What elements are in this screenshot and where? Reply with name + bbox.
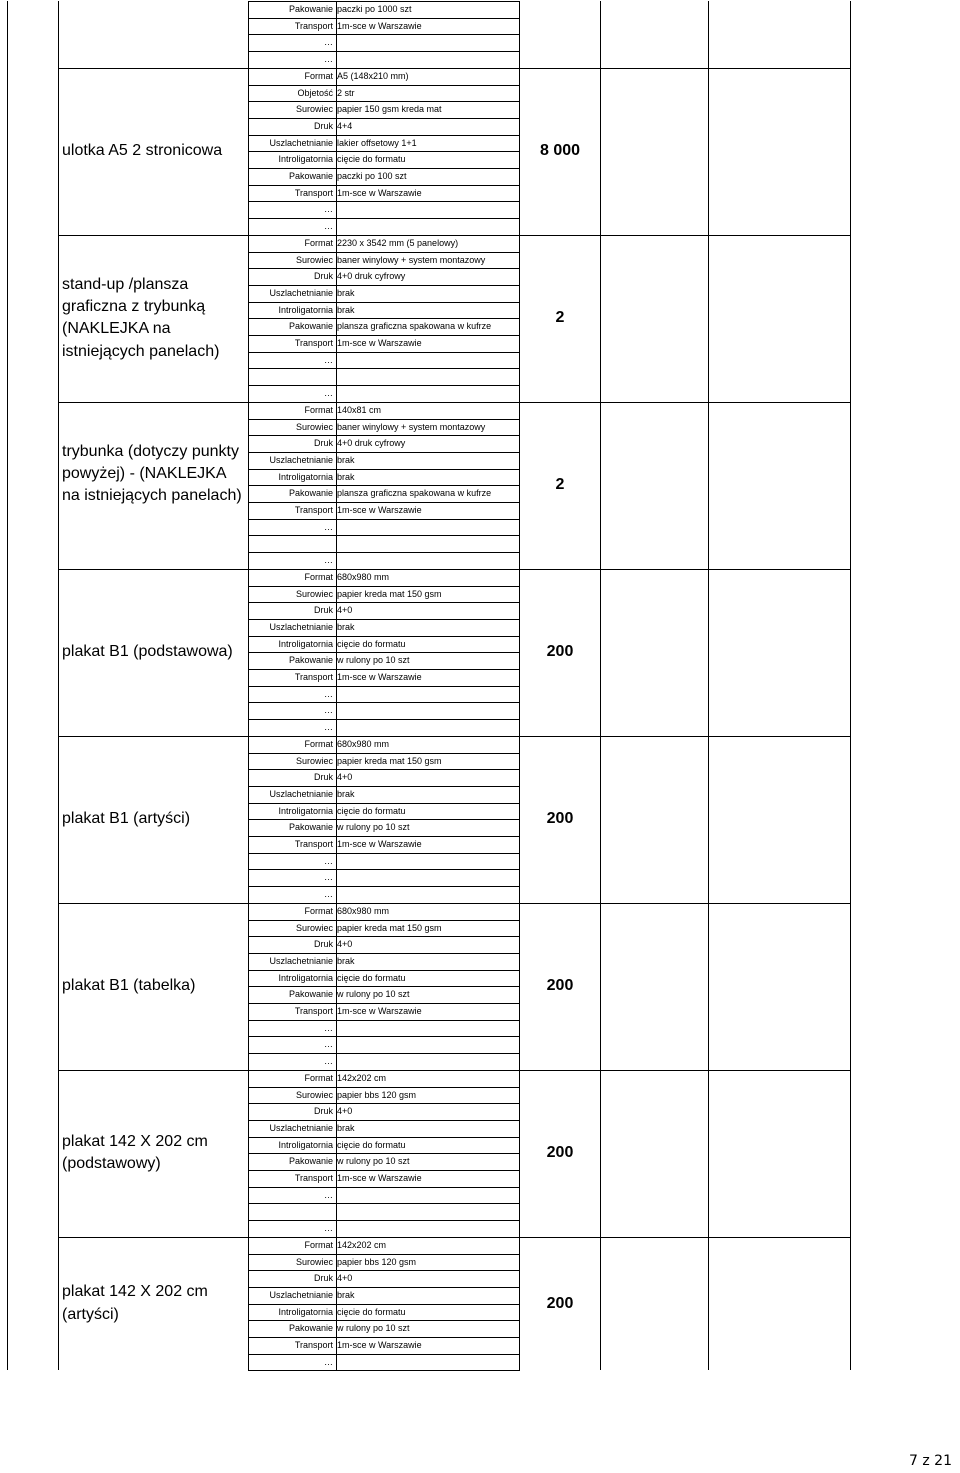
section-divider (519, 235, 850, 236)
spec-value: paczki po 1000 szt (337, 4, 412, 14)
spec-label: Transport (294, 505, 333, 515)
spec-value: cięcie do formatu (337, 805, 406, 816)
column-divider (7, 1, 8, 1370)
spec-row-line (248, 535, 520, 536)
spec-value: 680x980 mm (337, 571, 390, 582)
spec-value: papier 150 gsm kreda mat (337, 104, 442, 115)
spec-value: w rulony po 10 szt (337, 655, 410, 666)
spec-value: brak (337, 1122, 355, 1133)
spec-value: plansza graficzna spakowana w kufrze (337, 321, 492, 332)
spec-label: … (324, 1022, 333, 1033)
spec-value: 1m-sce w Warszawie (337, 20, 422, 31)
spec-label: Druk (313, 1106, 333, 1117)
spec-label: Pakowanie (288, 4, 333, 14)
spec-label: Format (304, 905, 333, 916)
spec-value: brak (337, 471, 355, 482)
spec-label: Format (304, 237, 333, 248)
spec-label: … (324, 54, 333, 65)
spec-value: papier kreda mat 150 gsm (337, 755, 442, 766)
spec-value: papier bbs 120 gsm (337, 1256, 417, 1267)
spec-label: Druk (313, 438, 333, 449)
column-divider (708, 1, 709, 1370)
spec-value: 4+0 (337, 939, 353, 950)
product-name: stand-up /plansza graficzna z trybunką (NAKLEJKA na istniejących panelach) (62, 275, 220, 360)
spec-label: Objetość (297, 87, 333, 98)
spec-value: 1m-sce w Warszawie (337, 338, 422, 348)
spec-label: Druk (313, 1273, 333, 1284)
spec-label: Druk (313, 772, 333, 783)
spec-label: Uszlachetnianie (269, 1122, 333, 1133)
quantity-value: 200 (546, 643, 574, 661)
quantity-value: 2 (555, 309, 565, 327)
quantity-value: 2 (555, 476, 565, 494)
section-divider (519, 736, 850, 737)
spec-label: Uszlachetnianie (269, 1289, 333, 1300)
spec-label: Surowiec (295, 104, 333, 115)
spec-value: cięcie do formatu (337, 1306, 406, 1317)
spec-label: Introligatornia (278, 471, 333, 482)
spec-label: … (324, 221, 333, 232)
spec-label: … (324, 872, 333, 883)
quantity-value: 8 000 (539, 142, 581, 160)
section-divider (519, 903, 850, 904)
column-divider (850, 1, 851, 1370)
spec-label: Surowiec (295, 1256, 333, 1267)
spec-label: Transport (294, 187, 333, 198)
spec-value: brak (337, 621, 355, 632)
spec-label: Uszlachetnianie (269, 955, 333, 966)
spec-value: 4+0 druk cyfrowy (337, 438, 406, 449)
spec-label: Format (304, 738, 333, 749)
spec-label: … (324, 37, 333, 48)
spec-label: Introligatornia (278, 972, 333, 983)
spec-label: Pakowanie (288, 655, 333, 666)
spec-label: Surowiec (295, 254, 333, 265)
spec-value: brak (337, 287, 355, 298)
spec-label: Transport (294, 1173, 333, 1183)
spec-value: w rulony po 10 szt (337, 989, 410, 1000)
spec-value: cięcie do formatu (337, 1139, 406, 1150)
spec-label: Pakowanie (288, 321, 333, 332)
spec-label: Format (304, 571, 333, 582)
spec-label: … (324, 722, 333, 733)
spec-label: Pakowanie (288, 1323, 333, 1334)
spec-value: brak (337, 955, 355, 966)
spec-label: Surowiec (295, 588, 333, 599)
spec-label: … (324, 204, 333, 215)
spec-row-line (248, 368, 520, 369)
section-divider (519, 402, 850, 403)
section-divider (58, 235, 248, 236)
spec-value: 4+4 (337, 120, 353, 131)
section-divider (519, 1070, 850, 1071)
spec-value: 1m-sce w Warszawie (337, 1340, 422, 1350)
spec-label: Format (304, 1239, 333, 1250)
spec-value: brak (337, 304, 355, 315)
column-divider (58, 1, 59, 1370)
spec-label: Druk (313, 939, 333, 950)
spec-label: Introligatornia (278, 638, 333, 649)
spec-label: Pakowanie (288, 171, 333, 181)
spec-label: … (324, 1356, 333, 1367)
spec-label: Transport (294, 338, 333, 348)
product-name: trybunka (dotyczy punkty powyżej) - (NAKLEJKA na istniejących panelach) (62, 442, 242, 505)
spec-label: Introligatornia (278, 304, 333, 315)
spec-label: Introligatornia (278, 1139, 333, 1150)
spec-label: Transport (294, 20, 333, 31)
spec-label: Uszlachetnianie (269, 788, 333, 799)
spec-label: Druk (313, 120, 333, 131)
spec-label: Surowiec (295, 755, 333, 766)
spec-value: cięcie do formatu (337, 154, 406, 165)
spec-label: Introligatornia (278, 805, 333, 816)
spec-value: papier bbs 120 gsm (337, 1089, 417, 1100)
spec-value: w rulony po 10 szt (337, 1156, 410, 1167)
spec-value: cięcie do formatu (337, 638, 406, 649)
spec-value: 4+0 (337, 605, 353, 616)
spec-value: brak (337, 454, 355, 465)
spec-label: … (324, 688, 333, 699)
column-divider (600, 1, 601, 1370)
page-number: 7 z 21 (909, 1453, 952, 1469)
section-divider (58, 736, 248, 737)
spec-row-line (248, 1370, 520, 1371)
spec-value: 1m-sce w Warszawie (337, 1006, 422, 1016)
spec-value: plansza graficzna spakowana w kufrze (337, 488, 492, 499)
spec-value: papier kreda mat 150 gsm (337, 588, 442, 599)
section-divider (58, 903, 248, 904)
spec-label: Introligatornia (278, 1306, 333, 1317)
spec-value: 1m-sce w Warszawie (337, 839, 422, 849)
spec-label: … (324, 1223, 333, 1234)
spec-value: 142x202 cm (337, 1239, 387, 1250)
spec-label: … (324, 388, 333, 399)
quantity-value: 200 (546, 977, 574, 995)
spec-label: Uszlachetnianie (269, 137, 333, 148)
spec-label: … (324, 521, 333, 532)
spec-value: brak (337, 788, 355, 799)
spec-label: Uszlachetnianie (269, 454, 333, 465)
spec-value: baner winylowy + system montazowy (337, 421, 486, 432)
section-divider (58, 1070, 248, 1071)
spec-label: Druk (313, 605, 333, 616)
spec-label: Transport (294, 839, 333, 849)
spec-value: 4+0 druk cyfrowy (337, 271, 406, 282)
spec-value: 142x202 cm (337, 1072, 387, 1083)
spec-value: 680x980 mm (337, 738, 390, 749)
spec-value: w rulony po 10 szt (337, 822, 410, 833)
spec-label: … (324, 1189, 333, 1200)
section-divider (519, 68, 850, 69)
spec-label: Surowiec (295, 922, 333, 933)
spec-label: Transport (294, 672, 333, 682)
spec-label: Transport (294, 1340, 333, 1350)
spec-label: … (324, 1039, 333, 1050)
spec-value: 140x81 cm (337, 404, 382, 415)
spec-value: 1m-sce w Warszawie (337, 505, 422, 515)
spec-value: papier kreda mat 150 gsm (337, 922, 442, 933)
spec-value: lakier offsetowy 1+1 (337, 137, 417, 148)
spec-value: A5 (148x210 mm) (337, 70, 409, 81)
spec-value: paczki po 100 szt (337, 171, 407, 181)
spec-value: 680x980 mm (337, 905, 390, 916)
section-divider (58, 68, 248, 69)
quantity-value: 200 (546, 1294, 574, 1312)
spec-label: … (324, 1056, 333, 1067)
spec-label: … (324, 555, 333, 566)
spec-value: 4+0 (337, 772, 353, 783)
section-divider (519, 1237, 850, 1238)
spec-label: Surowiec (295, 421, 333, 432)
spec-label: … (324, 354, 333, 365)
section-divider (58, 402, 248, 403)
spec-label: … (324, 705, 333, 716)
spec-value: 1m-sce w Warszawie (337, 1173, 422, 1183)
spec-label: Pakowanie (288, 822, 333, 833)
spec-row-line (248, 1203, 520, 1204)
spec-label: Transport (294, 1006, 333, 1016)
spec-label: Uszlachetnianie (269, 621, 333, 632)
spec-label: Pakowanie (288, 1156, 333, 1167)
spec-label: Pakowanie (288, 488, 333, 499)
product-name: plakat B1 (podstawowa) (62, 643, 233, 661)
product-name: ulotka A5 2 stronicowa (62, 142, 223, 160)
spec-label: Druk (313, 271, 333, 282)
spec-value: 4+0 (337, 1273, 353, 1284)
spec-value: cięcie do formatu (337, 972, 406, 983)
section-divider (58, 1237, 248, 1238)
product-name: plakat 142 X 202 cm (artyści) (62, 1283, 208, 1323)
product-name: plakat B1 (tabelka) (62, 977, 196, 995)
quantity-value: 200 (546, 1144, 574, 1162)
spec-value: w rulony po 10 szt (337, 1323, 410, 1334)
spec-label: Surowiec (295, 1089, 333, 1100)
spec-label: Pakowanie (288, 989, 333, 1000)
spec-label: Format (304, 404, 333, 415)
spec-value: 1m-sce w Warszawie (337, 187, 422, 198)
product-name: plakat B1 (artyści) (62, 810, 191, 828)
spec-value: baner winylowy + system montazowy (337, 254, 486, 265)
spec-label: Uszlachetnianie (269, 287, 333, 298)
spec-value: 2 str (337, 87, 355, 98)
spec-value: brak (337, 1289, 355, 1300)
spec-label: Format (304, 70, 333, 81)
spec-label: Format (304, 1072, 333, 1083)
spec-value: 1m-sce w Warszawie (337, 672, 422, 682)
spec-value: 2230 x 3542 mm (5 panelowy) (337, 237, 459, 248)
section-divider (519, 569, 850, 570)
section-divider (58, 569, 248, 570)
spec-label: … (324, 889, 333, 900)
product-name: plakat 142 X 202 cm (podstawowy) (62, 1132, 208, 1173)
spec-label: Introligatornia (278, 154, 333, 165)
quantity-value: 200 (546, 810, 574, 828)
spec-label: … (324, 855, 333, 866)
spec-value: 4+0 (337, 1106, 353, 1117)
